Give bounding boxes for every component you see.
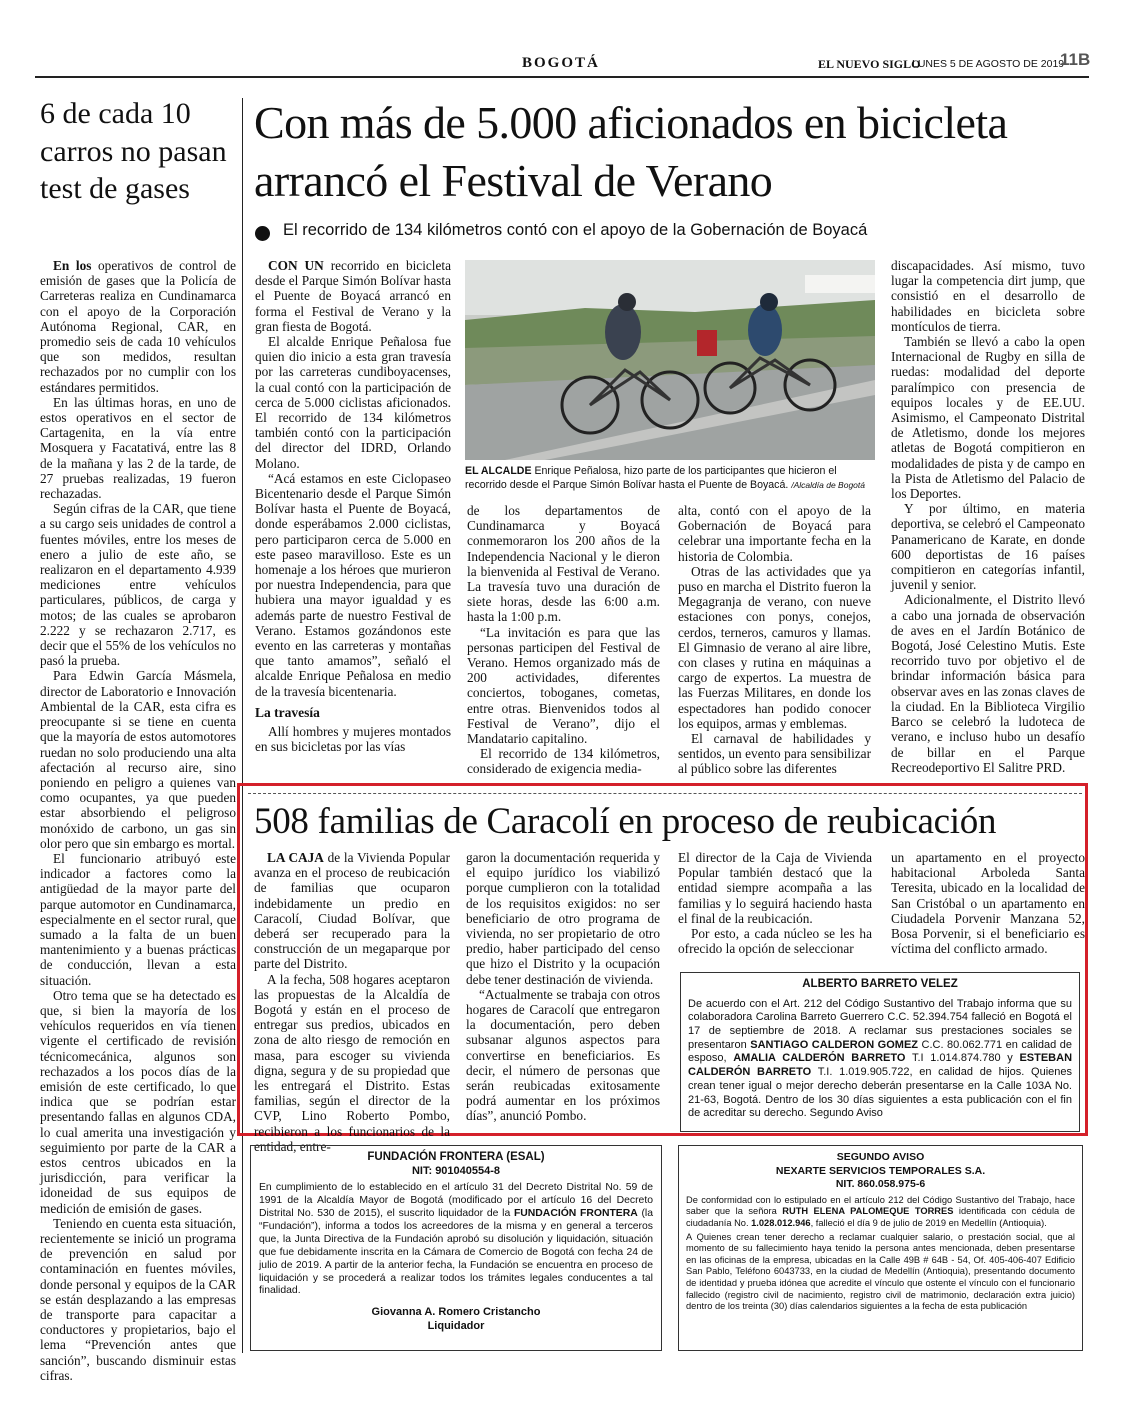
sidebar-divider [242, 98, 243, 1353]
sidebar-paragraph: Según cifras de la CAR, que tiene a su cargo seis unidades de control a fuentes móviles, entre los meses de enero a julio de este año, se realizaron en el departamento 4.939 mediciones entre vehículos particulares, públicos, de carga y motos; de las cuales se aprobaron 2.222 y se rechazaron 2.717, es decir que el 55% de los vehículos no pasó la prueba. [40, 501, 236, 669]
main-paragraph: Adicionalmente, el Distrito llevó a cabo una jornada de observación de aves en el Jardín Botánico de Bogotá, José Celestino Mutis. Este recorrido tuvo por objetivo el de brindar información básica para observar aves en las zonas claves de la ciudad. En la Biblioteca Virgilio Barco se celebró la ludoteca de verano, e incluso hubo un desafío de billar en el Parque Recreodeportivo El Salitre PRD. [891, 592, 1085, 775]
page-number: 11B [1060, 50, 1091, 69]
notice-nexarte [678, 1145, 1083, 1351]
main-paragraph: alta, contó con el apoyo de la Gobernación de Boyacá para celebrar una importante fecha en la historia de Colombia. [678, 503, 871, 564]
notice-nit: NIT: 901040554-8 [411, 1164, 501, 1177]
caption-text: Enrique Peñalosa, hizo parte de los participantes que hicieron el recorrido desde el Parque Simón Bolívar hasta el Puente de Boyacá. [465, 465, 837, 491]
notice-text: , falleció el día 9 de julio de 2019 en Medellín (Antioquia). [810, 1217, 1047, 1228]
main-dek: El recorrido de 134 kilómetros contó con el apoyo de la Gobernación de Boyacá [283, 221, 868, 239]
main-col-2 [467, 503, 660, 786]
sidebar-body [40, 258, 236, 1383]
main-paragraph: Y por último, en materia deportiva, se celebró el Campeonato Panamericano de Karate, en donde 600 deportistas de 16 países compitieron en categorías infantil, juvenil y senior. [891, 501, 1085, 593]
caracoli-paragraph: A la fecha, 508 hogares aceptaron las propuestas de la Alcaldía de Bogotá y están en el proceso de entregar sus predios, ubicados en zona de alto riesgo de remoción en masa, para escoger su vivienda digna, segura y de su propiedad que les entregará el Distrito. Estas familias, según el director de la CVP, Lino Roberto Pombo, recibieron a los funcionarios de la entidad, entre- [254, 971, 450, 1154]
notice-frontera [250, 1145, 662, 1351]
notice-title: SEGUNDO AVISO [836, 1151, 925, 1163]
notice-name: FUNDACIÓN FRONTERA [513, 1208, 638, 1219]
dek-bullet-icon [255, 226, 270, 241]
notice-signer: Giovanna A. Romero Cristancho [371, 1306, 541, 1319]
notice-text: (la “Fundación”), informa a todos los acreedores de la misma y en general a terceros que, la Junta Directiva de la Fundación aprobó su disolución y liquidación, situación que fue debidamente inscrita en la Cámara de Comercio de Bogotá con fecha 24 de julio de 2019. A partir de la anterior fecha, la Fundación se encuentra en proceso de liquidación y se procederá a realizar todos los trámites legales conducentes a tal finalidad. [259, 1208, 654, 1297]
photo-caption [465, 465, 875, 492]
caracoli-lead-word: LA CAJA [267, 850, 324, 865]
main-paragraph: de los departamentos de Cundinamarca y Boyacá conmemoraron los 200 años de la Independencia Nacional y le dieron la bienvenida al Festival de Verano. La travesía tuvo una duración de siete horas, desde las 6:00 a.m. hasta la 1:00 p.m. [467, 503, 660, 625]
main-col-1 [255, 258, 451, 785]
caracoli-col-4 [891, 850, 1085, 962]
main-headline: Con más de 5.000 aficionados en bicicleta arrancó el Festival de Verano [254, 97, 1008, 206]
main-paragraph: recorrido en bicicleta desde el Parque Simón Bolívar hasta el Puente de Boyacá arrancó en forma el Festival de Verano y la gran fiesta de Bogotá. [255, 258, 451, 334]
main-col-3 [678, 503, 871, 786]
sidebar-paragraph: En las últimas horas, en uno de estos operativos en el sector de Cartagenita, en la vía entre Mosquera y Facatativá, entre las 8 de la mañana y las 2 de la tarde, de 27 pruebas realizadas, 19 fueron rechazadas. [40, 394, 236, 502]
notice-text: En cumplimiento de lo establecido en el artículo 31 del Decreto Distrital No. 59 de 1991 de la Alcaldía Mayor de Bogotá (modificado por el artículo 16 del Decreto Distrital No. 530 de 2015), el suscrito liquidador de la [259, 1182, 653, 1219]
notice-text: De acuerdo con el Art. 212 del Código Sustantivo del Trabajo informa que su colaboradora Carolina Barreto Guerrero C.C. 52.394.754 falleció en Bogotá el 17 de septiembre de 2018. A reclamar sus prestaciones sociales se presentaron [688, 997, 1072, 1051]
notice-text: A Quienes crean tener derecho a reclamar cualquier salario, o prestación social, que al momento de su fallecimiento haya tenido la persona antes mencionada, deben presentarse en las oficinas de la empresa, ubicadas en la Calle 49B # 64B - 54, Of. 405-406-407 Edificio San Pablo, Teléfono 6043733, en la ciudad de Medellín (Antioquia), presentando documento de identidad y prueba idónea que acredite el vínculo que ostente el vínculo con el funcionario fallecido (registro civil de nacimiento, registro civil de matrimonio, declaración extra juicio) dentro de los treinta (30) días calendarios siguientes a la fecha de esta publicación [686, 1231, 1075, 1312]
paper-name: EL NUEVO SIGLO [818, 57, 921, 71]
main-paragraph: El alcalde Enrique Peñalosa fue quien dio inicio a esta gran travesía por las carreteras cundiboyacenses, la cual contó con la participación de cerca de 5.000 ciclistas aficionados. El recorrido de 134 kilómetros también contó con la participación del director del IDRD, Orlando Molano. [255, 334, 451, 471]
notice-name: RUTH ELENA PALOMEQUE TORRES [782, 1206, 954, 1217]
notice-role: Liquidador [427, 1319, 485, 1332]
notice-body [686, 1195, 1075, 1313]
caracoli-col-1 [254, 850, 450, 1154]
main-paragraph: discapacidades. Así mismo, tuvo lugar la competencia dirt jump, que consistió en el desarrollo de habilidades en bicicleta sobre montículos de tierra. [891, 258, 1085, 334]
issue-date: LUNES 5 DE AGOSTO DE 2019 [912, 58, 1065, 70]
sidebar-paragraph: El funcionario atribuyó este indicador a factores como la antigüedad de la mayor parte del parque automotor en Cundinamarca, especialmente en el sector rural, que sumado a la falta de un buen mantenimiento y a buenas prácticas de conducción, llevan a esta situación. [40, 850, 236, 988]
sidebar-paragraph: operativos de control de emisión de gases que la Policía de Carreteras realiza en Cundinamarca con el apoyo de la Corporación Autónoma Regional, CAR, en promedio seis de cada 10 vehículos que son medidos, resultan rechazados por no cumplir con los estándares permitidos. [40, 258, 237, 395]
caracoli-paragraph: El director de la Caja de Vivienda Popular también destacó que la entidad siempre acompaña a las familias y lo seguirá haciendo hasta el final de la reubicación. [678, 850, 872, 926]
sidebar-paragraph: Teniendo en cuenta esta situación, recientemente se inició un programa de prevención en salud por contaminación en fuentes móviles, donde personal y equipos de la CAR se están desplazando a las empresas de transporte para capacitar a conductores y propietarios, bajo el lema “Prevención antes que sanción”, buscando disminuir estas cifras. [40, 1215, 236, 1383]
sidebar-headline: 6 de cada 10 carros no pasan test de gases [40, 97, 227, 205]
main-lead-word: CON UN [268, 258, 324, 273]
caracoli-paragraph: “Actualmente se trabaja con otros hogares de Caracolí que entregaron la documentación, pero deben subsanar algunos aspectos para convertirse en beneficiarios. Es decir, el número de personas que serán reubicadas exitosamente podrá aumentar en los próximos días”, anunció Pombo. [466, 986, 660, 1124]
notice-text: T.I. 1.019.905.722, en calidad de hijos. Quienes crean tener igual o mejor derecho deberán presentarse en la Calle 103A No. 21-63, Bogotá. Dentro de los 30 días siguientes a esta publicación con el fin de acreditar su derecho. Segundo Aviso [688, 1066, 1073, 1120]
notice-text: De conformidad con lo estipulado en el artículo 212 del Código Sustantivo del Trabajo, hace saber que la señora [686, 1194, 1075, 1217]
main-paragraph: Otras de las actividades que ya puso en marcha el Distrito fueron la Megagranja de verano, con nueve estaciones con ponys, conejos, cerdos, terneros, camuros y llamas. El Gimnasio de verano al aire libre, con clases y rutina en máquinas a cargo de expertos. La muestra de las Fuerzas Militares, en donde los espectadores han podido conocer los equipos, armas y emblemas. [678, 563, 871, 731]
notice-barreto [680, 972, 1080, 1132]
main-paragraph: “La invitación es para que las personas participen del Festival de Verano. Hemos organizado más de 200 actividades, diferentes conciertos, toboganes, cometas, entre otras. Bienvenidos todos al Festival de Verano”, dijo el Mandatario capitalino. [467, 624, 660, 747]
notice-title: FUNDACIÓN FRONTERA (ESAL) [367, 1151, 545, 1163]
main-subhead: La travesía [255, 704, 320, 720]
notice-text: identificada con cédula de ciudadanía No. [686, 1206, 1076, 1228]
caracoli-col-3 [678, 850, 872, 962]
notice-name: ESTEBAN CALDERÓN BARRETO [688, 1052, 1073, 1079]
notice-id: 1.028.012.946 [751, 1217, 811, 1228]
main-paragraph: El recorrido de 134 kilómetros, considerado de exigencia media- [467, 746, 660, 777]
sidebar-paragraph: Para Edwin García Másmela, director de Laboratorio e Innovación Ambiental de la CAR, esta cifra es preocupante si se tiene en cuenta que la mayoría de estos automotores ruedan no solo produciendo una alta afectación al recurso aire, sino poniendo en peligro a quienes van como ocupantes, ya que pueden estar absorbiendo el peligroso monóxido de carbono, un gas sin olor pero que sin embargo es mortal. [40, 668, 236, 851]
notice-text: C.C. 80.062.771 en calidad de esposo, [688, 1038, 1072, 1065]
header-rule [35, 76, 1089, 78]
notice-text: T.I 1.014.874.780 y [905, 1052, 1020, 1065]
section-title: BOGOTÁ [522, 55, 600, 71]
notice-name: SANTIAGO CALDERON GOMEZ [750, 1038, 918, 1051]
cyclists-photo [465, 260, 875, 460]
notice-title: ALBERTO BARRETO VELEZ [802, 978, 958, 990]
sidebar-paragraph: Otro tema que se ha detectado es que, si bien la mayoría de los vehículos requeridos en vía tienen vigente el certificado de revisión técnicomecánica, algunos son rechazados a los pocos días de la emisión de este certificado, lo que indica que se podrían estar presentando fallas en algunos CDA, lo cual amerita una investigación y seguimiento por parte de la CAR a estos centros ubicados en la jurisdicción, para verificar la idoneidad de sus equipos de medición de emisión de gases. [40, 987, 236, 1216]
notice-body [688, 998, 1072, 1121]
main-paragraph: También se llevó a cabo la open Internacional de Rugby en silla de ruedas: modalidad del deporte paralímpico con presencia de equipos locales y de EE.UU. Asimismo, el Campeonato Distrital de Atletismo, donde los mejores atletas de Bogotá compitieron en modalidades de pista y de campo en la Pista de Atletismo del Palacio de los Deportes. [891, 334, 1085, 502]
notice-body [259, 1182, 653, 1298]
caracoli-paragraph: de la Vivienda Popular avanza en el proceso de reubicación de familias que ocuparon indebidamente un predio en Caracolí, Ciudad Bolívar, que deberá ser recuperado para la construcción de un megaparque por parte del Distrito. [254, 850, 450, 972]
notice-nit: NIT. 860.058.975-6 [835, 1178, 926, 1191]
notice-name: AMALIA CALDERÓN BARRETO [733, 1052, 906, 1065]
caracoli-headline: 508 familias de Caracolí en proceso de reubicación [254, 801, 997, 842]
caracoli-paragraph: un apartamento en el proyecto habitacional Arboleda Santa Teresita, ubicado en la localidad de San Cristóbal o un apartamento en Ciudadela Porvenir Manzana 52, Bosa Porvenir, si el beneficiario es víctima del conflicto armado. [891, 850, 1085, 957]
story-separator [248, 793, 1082, 795]
main-paragraph: “Acá estamos en este Ciclopaseo Bicentenario desde el Parque Simón Bolívar hasta el Puente de Boyacá, donde esperábamos 2.000 ciclistas, pero participaron cerca de 5.000 en este paseo maravilloso. Este es un homenaje a los héroes que murieron por nuestra Independencia, para que hubiera una mayor igualdad y es además parte de nuestro Festival de Verano. Estamos gozándonos este evento en las carreteras y montañas que tanto amamos”, señaló el alcalde Enrique Peñalosa en medio de la travesía bicentenaria. [255, 470, 451, 699]
main-paragraph: Allí hombres y mujeres montados en sus bicicletas por las vías [255, 724, 451, 755]
main-paragraph: El carnaval de habilidades y sentidos, un evento para sensibilizar al público sobre las diferentes [678, 731, 871, 777]
caracoli-col-2 [466, 850, 660, 1130]
caracoli-paragraph: garon la documentación requerida y el equipo jurídico los viabilizó porque cumplieron con la totalidad de los requisitos exigidos: no ser beneficiario de otro programa de vivienda, no ser propietario de otro predio, haber participado del censo que hizo el Distrito y la ocupación debe tener destinación de vivienda. [466, 850, 660, 987]
caracoli-paragraph: Por esto, a cada núcleo se les ha ofrecido la opción de seleccionar [678, 926, 872, 957]
sidebar-lead-word: En los [53, 258, 92, 273]
photo-credit: /Alcaldía de Bogotá [791, 479, 865, 490]
caption-lead: EL ALCALDE [465, 465, 532, 477]
notice-company: NEXARTE SERVICIOS TEMPORALES S.A. [775, 1164, 986, 1177]
main-col-4 [891, 258, 1085, 785]
